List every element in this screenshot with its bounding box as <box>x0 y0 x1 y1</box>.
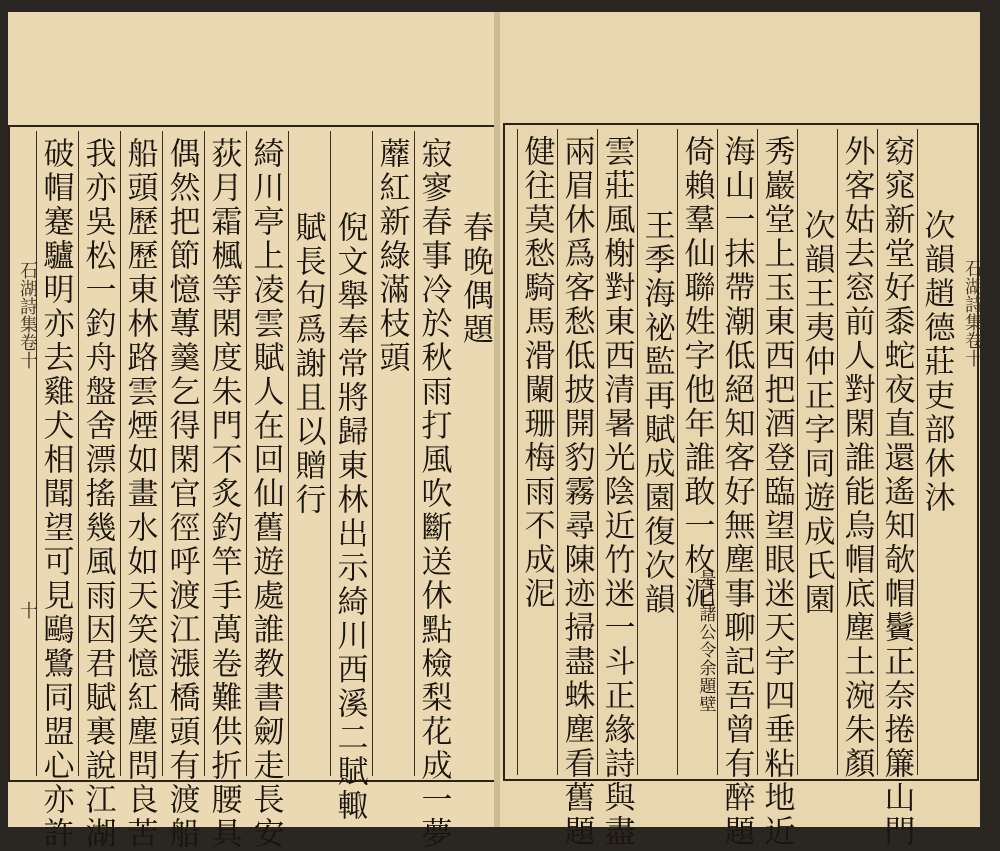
poem-title: 倪文舉奉常將歸東林出示綺川西溪二賦輙 <box>331 211 368 823</box>
verse-line: 我亦吳松一釣舟盤舍漂搖幾風雨因君賦裏說江湖 <box>79 137 116 851</box>
verse-line: 雲莊風榭對東西清暑光陰近竹迷一斗正緣詩與盡 <box>598 135 635 849</box>
verse-line: 窈窕新堂好黍蛇夜直還遙知欹帽鬢正奈捲簾山門 <box>878 135 915 849</box>
verse-line: 海山一抹帶潮低絕知客好無塵事聊記吾曾有醉題 <box>718 135 755 849</box>
poem-title: 次韻王夷仲正字同遊成氏園 <box>798 209 835 617</box>
text-column <box>877 129 915 849</box>
text-column <box>288 131 326 776</box>
verse-line: 船頭歷歷東林路雲煙如畫水如天笑憶紅塵問良苦 <box>121 137 158 851</box>
spine-title: 石湖詩集卷十 <box>17 261 38 369</box>
text-column <box>917 129 955 775</box>
page-number: 十 <box>17 601 38 619</box>
annotation-note: 是日諸公令余題壁 <box>695 569 716 713</box>
verse-line: 綺川亭上凌雲賦人在回仙舊遊處誰教書劒走長安 <box>247 137 284 851</box>
text-column <box>204 131 242 851</box>
text-column <box>677 129 715 775</box>
text-column <box>557 129 595 849</box>
text-column <box>246 131 284 851</box>
text-column <box>456 131 494 776</box>
verse-line: 外客姑去窓前人對閑誰能烏帽底塵土涴朱顏 <box>838 135 875 781</box>
spine-title: 石湖詩集卷十 <box>962 259 983 367</box>
verse-line: 偶然把節憶蓴羹乞得閑官徑呼渡江漲橋頭有渡船 <box>163 137 200 851</box>
poem-title: 王季海祕監再賦成園復次韻 <box>638 209 675 617</box>
left-page <box>8 12 496 851</box>
left-text-frame <box>8 125 498 851</box>
text-column <box>36 131 74 851</box>
text-column <box>414 131 452 851</box>
text-column <box>637 129 675 775</box>
verse-line: 荻月霜楓等閑度朱門不炙釣竿手萬卷難供折腰具 <box>205 137 242 851</box>
verse-line: 兩眉休爲客愁低披開豹霧尋陳迹掃盡蛛塵看舊題 <box>558 135 595 849</box>
verse-line: 寂寥春事冷於秋雨打風吹斷送休點檢梨花成一夢 <box>415 137 452 851</box>
right-text-frame <box>503 123 983 849</box>
fold-margin <box>12 131 38 776</box>
text-column <box>78 131 116 851</box>
text-column <box>837 129 875 781</box>
text-column <box>120 131 158 851</box>
text-column <box>162 131 200 851</box>
poem-title: 次韻趙德莊吏部休沐 <box>918 209 955 515</box>
text-column <box>330 131 368 823</box>
fold-margin <box>957 129 983 775</box>
verse-line: 秀巖堂上玉東西把酒登臨望眼迷天宇四垂粘地近 <box>758 135 795 849</box>
right-page <box>500 12 983 849</box>
text-column <box>757 129 795 849</box>
poem-title: 賦長句爲謝且以贈行 <box>289 211 326 517</box>
verse-line: 破帽蹇驢明亦去雞犬相聞望可見鷗鷺同盟心亦許 <box>37 137 74 851</box>
text-column <box>797 129 835 775</box>
verse-line: 蘼紅新綠滿枝頭 <box>373 137 410 375</box>
verse-line: 倚賴羣仙聯姓字他年誰敢一枚泥 <box>678 135 715 611</box>
text-column <box>597 129 635 849</box>
text-column <box>517 129 555 775</box>
verse-line: 健往莫愁騎馬滑闌珊梅雨不成泥 <box>518 135 555 611</box>
text-column <box>372 131 410 776</box>
text-column <box>717 129 755 849</box>
poem-title: 春晚偶題 <box>457 211 493 347</box>
